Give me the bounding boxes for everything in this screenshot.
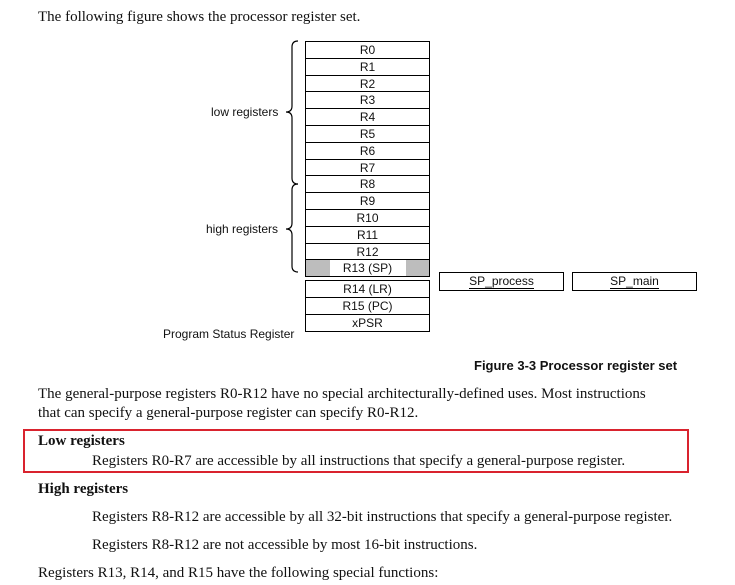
register-r4: R4 xyxy=(305,108,430,126)
sp-main-register xyxy=(572,272,697,291)
low-registers-label: low registers xyxy=(211,105,279,119)
register-group-braces xyxy=(282,38,302,278)
register-r2: R2 xyxy=(305,75,430,93)
register-r11: R11 xyxy=(305,226,430,244)
register-r6: R6 xyxy=(305,142,430,160)
high-registers-brace xyxy=(286,184,298,272)
register-r15-pc: R15 (PC) xyxy=(305,297,430,315)
register-r7: R7 xyxy=(305,159,430,177)
para1-line2: that can specify a general-purpose register can specify R0-R12. xyxy=(38,405,419,421)
register-xpsr: xPSR xyxy=(305,314,430,332)
register-stack xyxy=(305,41,430,332)
register-r5: R5 xyxy=(305,125,430,143)
sp-main-label: SP_main xyxy=(610,274,659,288)
para1-line1: The general-purpose registers R0-R12 have no special architecturally-defined uses. Most instructions xyxy=(38,386,646,402)
intro-text: The following figure shows the processor register set. xyxy=(38,9,361,25)
high-registers-text-2: Registers R8-R12 are not accessible by most 16-bit instructions. xyxy=(92,537,478,553)
closing-text: Registers R13, R14, and R15 have the following special functions: xyxy=(38,565,439,581)
register-r0: R0 xyxy=(305,41,430,59)
high-registers-label: high registers xyxy=(206,222,279,236)
register-r12: R12 xyxy=(305,243,430,261)
register-r8: R8 xyxy=(305,175,430,193)
register-r14-lr: R14 (LR) xyxy=(305,280,430,298)
register-r9: R9 xyxy=(305,192,430,210)
sp-process-label: SP_process xyxy=(469,274,534,288)
low-registers-brace xyxy=(286,41,298,184)
figure-caption: Figure 3-3 Processor register set xyxy=(474,358,678,373)
high-registers-text-1: Registers R8-R12 are accessible by all 32-bit instructions that specify a general-purpose register. xyxy=(92,509,673,525)
high-registers-heading: High registers xyxy=(38,481,129,497)
register-r1: R1 xyxy=(305,58,430,76)
register-r10: R10 xyxy=(305,209,430,227)
sp-process-register xyxy=(439,272,564,291)
program-status-register-label: Program Status Register xyxy=(163,327,295,341)
low-registers-heading: Low registers xyxy=(38,433,125,449)
register-r3: R3 xyxy=(305,91,430,109)
low-registers-text: Registers R0-R7 are accessible by all instructions that specify a general-purpose register. xyxy=(92,453,626,469)
register-r13-sp: R13 (SP) xyxy=(305,259,430,277)
